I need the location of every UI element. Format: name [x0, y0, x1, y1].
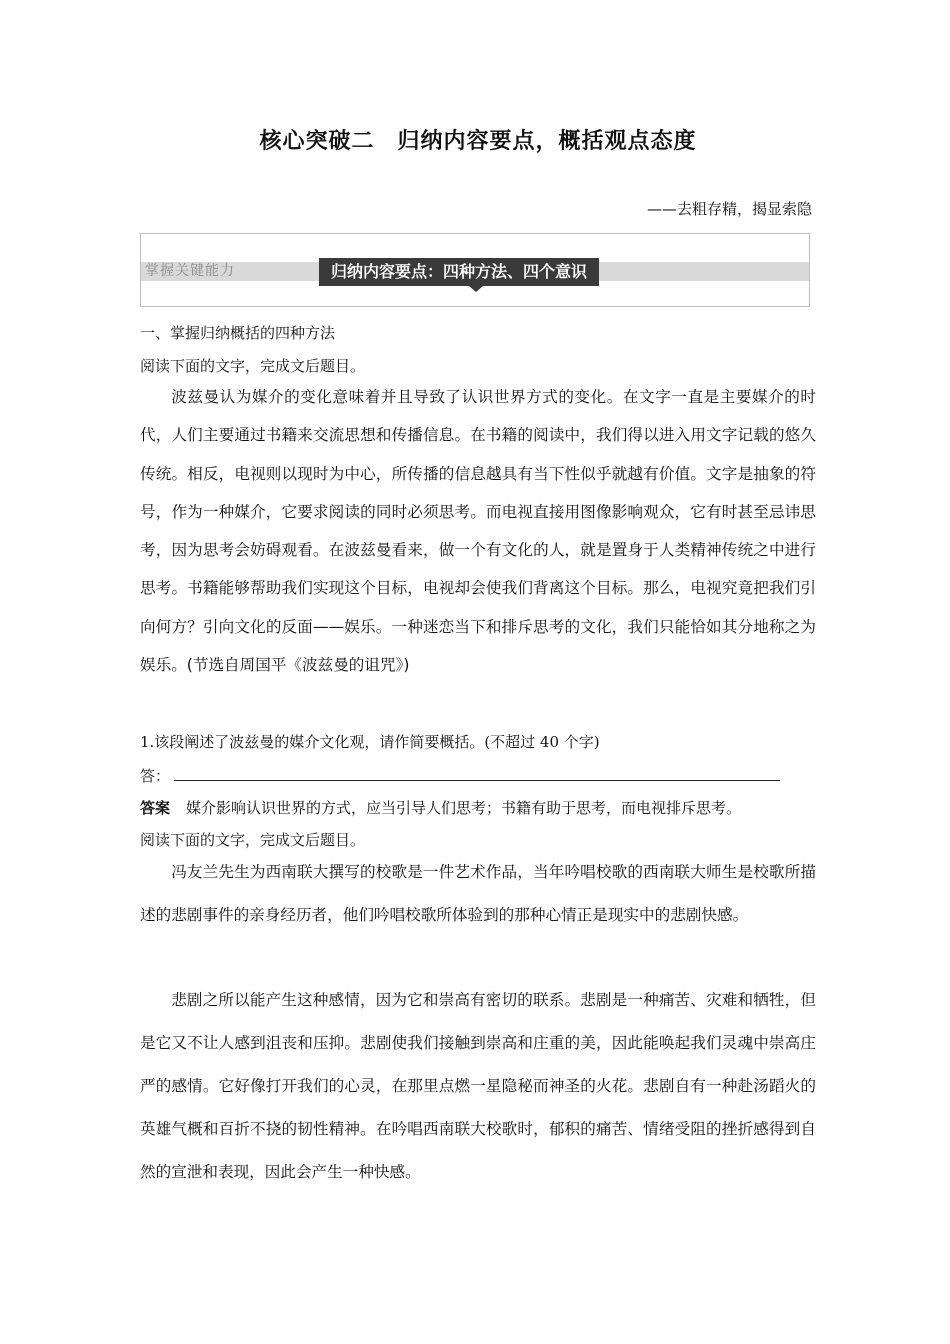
answer-text: 媒介影响认识世界的方式，应当引导人们思考；书籍有助于思考，而电视排斥思考。: [186, 799, 742, 817]
passage-1: 波兹曼认为媒介的变化意味着并且导致了认识世界方式的变化。在文字一直是主要媒介的时代，人们主要通过书籍来交流思想和传播信息。在书籍的阅读中，我们得以进入用文字记载的悠久传统。相反，电视则以现时为中心，所传播的信息越具有当下性似乎就越有价值。文字是抽象的符号，作为一种媒介，它要求阅读的同时必须思考。而电视直接用图像影响观众，它有时甚至忌讳思考，因为思考会妨碍观看。在波兹曼看来，做一个有文化的人，就是置身于人类精神传统之中进行思考。书籍能够帮助我们实现这个目标，电视却会使我们背离这个目标。那么，电视究竟把我们引向何方？引向文化的反面——娱乐。一种迷恋当下和排斥思考的文化，我们只能恰如其分地称之为娱乐。(节选自周国平《波兹曼的诅咒》): [140, 388, 816, 675]
answer-prompt-line: [140, 765, 780, 786]
banner-tab-label: 归纳内容要点：四种方法、四个意识: [319, 258, 599, 286]
instruction-1: 阅读下面的文字，完成文后题目。: [140, 357, 366, 375]
section-heading: 一、掌握归纳概括的四种方法: [140, 324, 336, 342]
answer-blank-line: [174, 768, 780, 781]
passage-2a: 冯友兰先生为西南联大撰写的校歌是一件艺术作品，当年吟唱校歌的西南联大师生是校歌所描述的悲剧事件的亲身经历者，他们吟唱校歌所体验到的那种心情正是现实中的悲剧快感。: [140, 863, 816, 924]
page-subtitle: ——去粗存精，揭显索隐: [646, 200, 812, 218]
answer-prompt: 答：: [140, 767, 171, 785]
section-banner: [140, 233, 810, 307]
passage-2b: 悲剧之所以能产生这种感情，因为它和崇高有密切的联系。悲剧是一种痛苦、灾难和牺牲，但是它又不让人感到沮丧和压抑。悲剧使我们接触到崇高和庄重的美，因此能唤起我们灵魂中崇高庄严的感情。它好像打开我们的心灵，在那里点燃一星隐秘而神圣的火花。悲剧自有一种赴汤蹈火的英雄气概和百折不挠的韧性精神。在吟唱西南联大校歌时，郁积的痛苦、情绪受阻的挫折感得到自然的宣泄和表现，因此会产生一种快感。: [140, 991, 816, 1181]
banner-left-label: 掌握关键能力: [145, 263, 235, 279]
instruction-2: 阅读下面的文字，完成文后题目。: [140, 831, 366, 849]
banner-tab-pointer: [469, 286, 483, 292]
question-1: 1.该段阐述了波兹曼的媒介文化观，请作简要概括。(不超过 40 个字): [140, 733, 600, 751]
document-page: [140, 0, 816, 1344]
page-title: 核心突破二 归纳内容要点，概括观点态度: [259, 129, 697, 154]
answer-line: [140, 797, 741, 818]
answer-label: 答案: [140, 799, 171, 817]
